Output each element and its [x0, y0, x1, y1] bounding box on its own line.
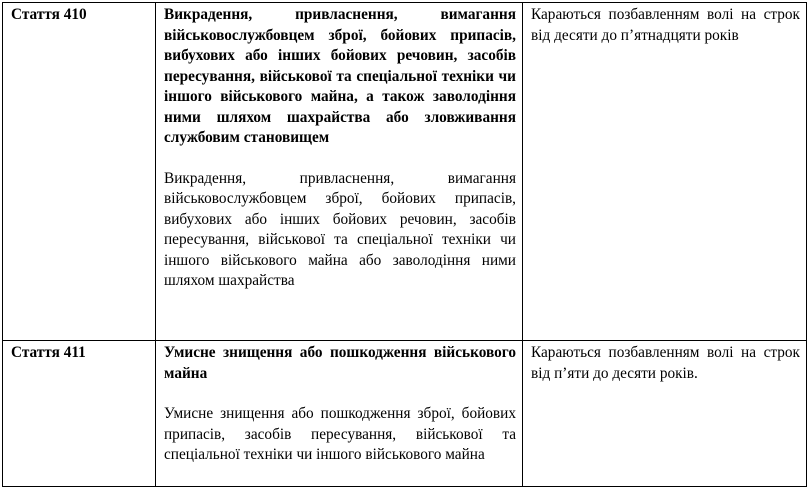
penalty-text: Караються позбавленням волі на строк від десяти до п’ятнадцяти років [531, 6, 800, 44]
article-description [156, 3, 523, 341]
articles-table [2, 2, 807, 487]
article-text: Умисне знищення або пошкодження зброї, бойових припасів, засобів пересування, військової та спеціальної техніки чи іншого військового майна [164, 405, 516, 463]
table-row [3, 3, 807, 341]
penalty-text: Караються позбавленням волі на строк від п’яти до десяти років. [531, 344, 800, 382]
table-row [3, 341, 807, 487]
article-heading: Умисне знищення або пошкодження військового майна [164, 344, 516, 382]
article-penalty [523, 341, 807, 487]
article-heading: Викрадення, привласнення, вимагання військовослужбовцем зброї, бойових припасів, вибухових або інших бойових речовин, засобів пересування, військової та спеціальної техніки чи іншого військового майна, а також заволодіння ними шляхом шахрайства або зловживання службовим становищем [164, 6, 516, 146]
article-description [156, 341, 523, 487]
article-number: Стаття 410 [3, 3, 156, 341]
article-text: Викрадення, привласнення, вимагання військовослужбовцем зброї, бойових припасів, вибухових або інших бойових речовин, засобів пересування, військової та спеціальної техніки чи іншого військового майна або заволодіння ними шляхом шахрайства [164, 169, 516, 289]
article-number: Стаття 411 [3, 341, 156, 487]
article-penalty [523, 3, 807, 341]
